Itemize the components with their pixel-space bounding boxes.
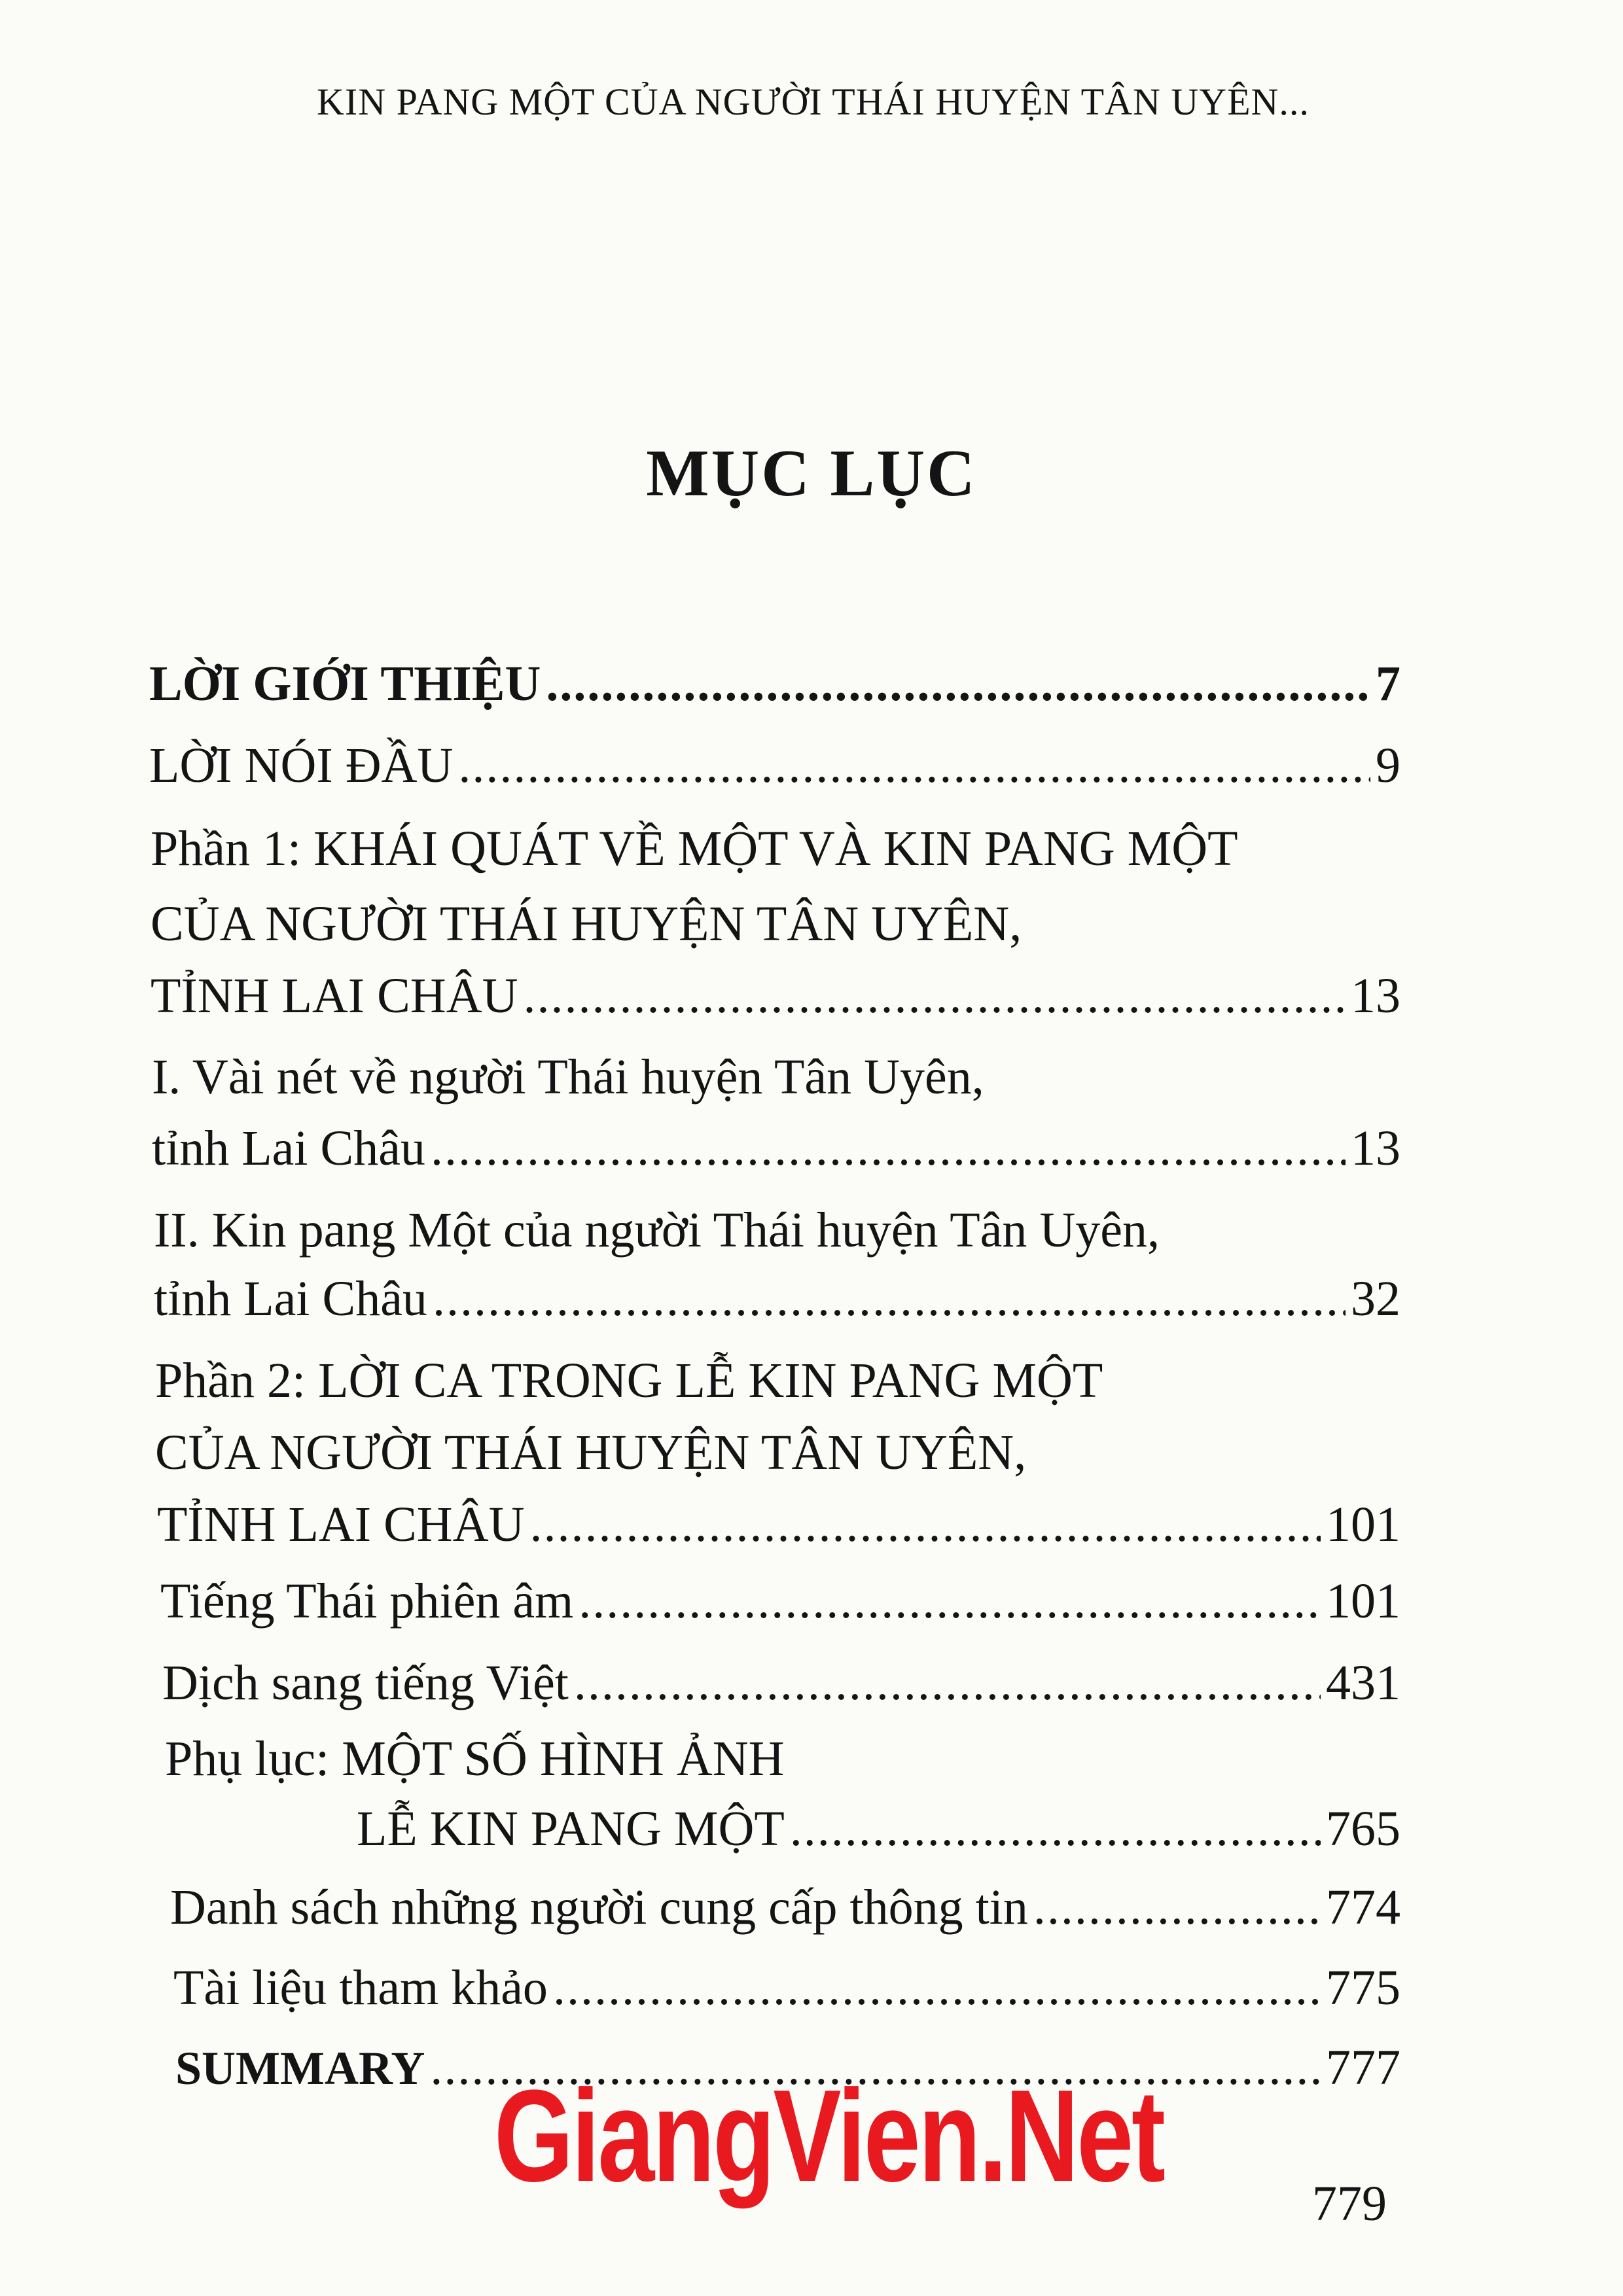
toc-entry-title: LỜI GIỚI THIỆU: [149, 656, 541, 711]
toc-entry-loi-noi-dau: [149, 733, 1400, 798]
toc-entry-phan-1-line-2: CỦA NGƯỜI THÁI HUYỆN TÂN UYÊN,: [151, 896, 1022, 951]
dot-leader: [553, 1955, 1321, 2021]
toc-entry-danh-sach: [170, 1875, 1400, 1940]
toc-entry-phu-luc-line-1: Phụ lục: MỘT SỐ HÌNH ẢNH: [165, 1731, 785, 1786]
toc-entry-title: SUMMARY: [175, 2042, 425, 2094]
toc-entry-muc-i-line-1: I. Vài nét về người Thái huyện Tân Uyên,: [152, 1050, 984, 1104]
toc-entry-title: Tài liệu tham khảo: [173, 1960, 548, 2015]
dot-leader: [790, 1796, 1321, 1862]
toc-entry-tieng-thai-phien-am: [160, 1568, 1400, 1634]
toc-entry-title: Dịch sang tiếng Việt: [162, 1655, 569, 1710]
toc-entry-page: 774: [1326, 1880, 1400, 1935]
dot-leader: [574, 1650, 1321, 1716]
toc-entry-title: Tiếng Thái phiên âm: [160, 1574, 574, 1629]
toc-entry-phan-2: [157, 1492, 1400, 1557]
dot-leader: [1033, 1875, 1321, 1940]
dot-leader: [433, 1266, 1346, 1332]
toc-entry-muc-ii: [154, 1266, 1400, 1332]
dot-leader: [529, 1492, 1321, 1557]
toc-entry-phan-2-line-1: Phần 2: LỜI CA TRONG LỄ KIN PANG MỘT: [155, 1353, 1103, 1408]
toc-entry-phan-1-line-1: Phần 1: KHÁI QUÁT VỀ MỘT VÀ KIN PANG MỘT: [151, 821, 1238, 876]
toc-entry-page: 101: [1326, 1574, 1400, 1629]
toc-entry-title: LỜI NÓI ĐẦU: [149, 738, 454, 793]
dot-leader: [579, 1568, 1321, 1634]
toc-entry-title: TỈNH LAI CHÂU: [151, 968, 518, 1023]
toc-entry-phu-luc: [357, 1796, 1400, 1862]
dot-leader: [431, 1116, 1346, 1181]
toc-entry-page: 775: [1326, 1960, 1400, 2015]
toc-entry-tai-lieu-tham-khao: [173, 1955, 1400, 2021]
toc-entry-phan-2-line-2: CỦA NGƯỜI THÁI HUYỆN TÂN UYÊN,: [155, 1425, 1027, 1480]
toc-entry-page: 431: [1326, 1655, 1400, 1710]
page-title: MỤC LỤC: [646, 436, 977, 510]
toc-entry-page: 9: [1376, 738, 1400, 793]
toc-entry-page: 13: [1351, 968, 1400, 1023]
toc-entry-phan-1: [151, 963, 1400, 1029]
toc-entry-title: Danh sách những người cung cấp thông tin: [170, 1880, 1028, 1935]
toc-entry-muc-i: [152, 1116, 1400, 1181]
page-number: 779: [1312, 2176, 1387, 2231]
toc-entry-title: LỄ KIN PANG MỘT: [357, 1801, 785, 1856]
dot-leader: [458, 733, 1370, 798]
running-header: KIN PANG MỘT CỦA NGƯỜI THÁI HUYỆN TÂN UYÊN...: [317, 80, 1310, 123]
dot-leader: [546, 651, 1370, 716]
toc-entry-muc-ii-line-1: II. Kin pang Một của người Thái huyện Tân Uyên,: [154, 1203, 1160, 1258]
toc-entry-dich-sang-tieng-viet: [162, 1650, 1400, 1716]
dot-leader: [523, 963, 1346, 1029]
toc-entry-page: 32: [1351, 1271, 1400, 1326]
toc-entry-title: tỉnh Lai Châu: [152, 1121, 425, 1176]
watermark-logo: GiangVien.Net: [494, 2063, 1164, 2209]
toc-entry-title: TỈNH LAI CHÂU: [157, 1497, 525, 1552]
toc-entry-page: 7: [1376, 656, 1400, 711]
toc-entry-loi-gioi-thieu: [149, 651, 1400, 716]
toc-entry-page: 777: [1326, 2040, 1400, 2095]
toc-entry-page: 13: [1351, 1121, 1400, 1176]
toc-entry-title: tỉnh Lai Châu: [154, 1271, 427, 1326]
toc-entry-page: 765: [1326, 1801, 1400, 1856]
toc-entry-page: 101: [1326, 1497, 1400, 1552]
